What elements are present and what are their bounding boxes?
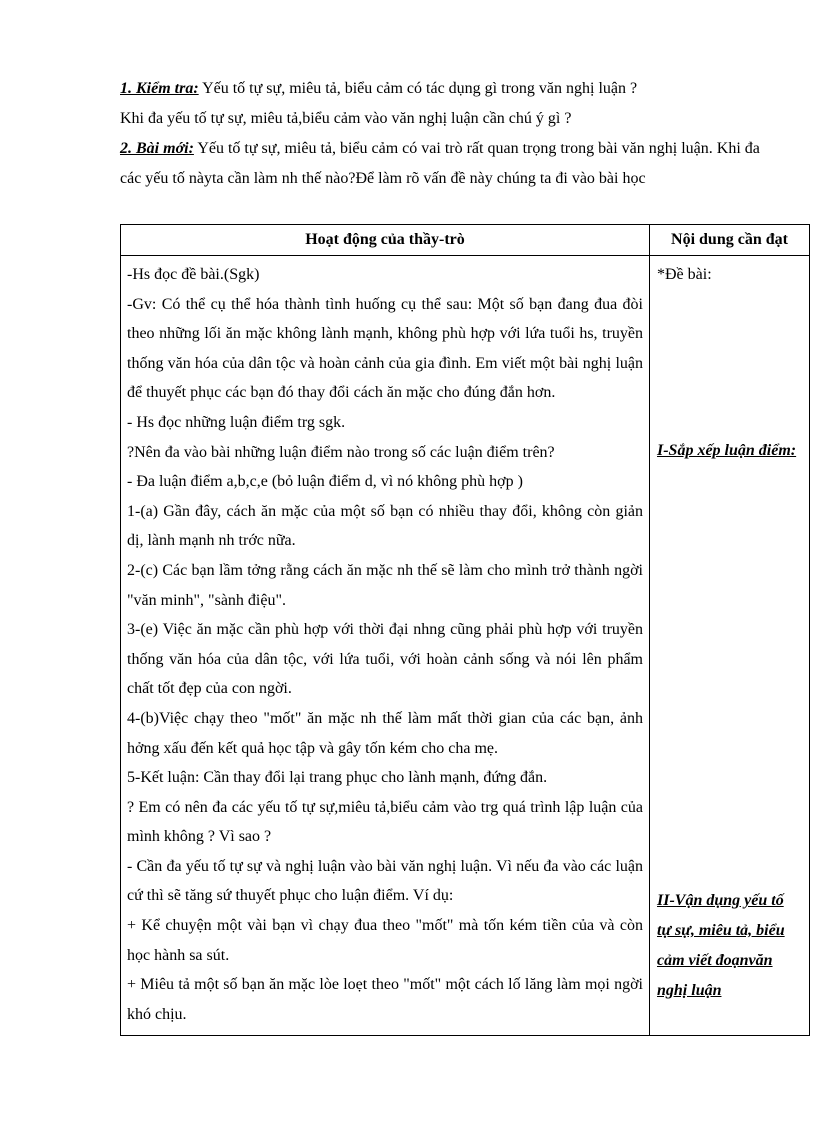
kiemtra-paragraph: [120, 74, 760, 104]
intro-section: [120, 74, 760, 194]
activity-line: -Hs đọc đề bài.(Sgk): [127, 266, 260, 283]
kiemtra-text: Yếu tố tự sự, miêu tả, biểu cảm có tác dụng gì trong văn nghị luận ?: [198, 80, 638, 97]
activity-line: - Cần đa yếu tố tự sự và nghị luận vào bài văn nghị luận. Vì nếu đa vào các luận cứ thì sẽ tăng sứ thuyết phục cho luận điểm. Ví dụ:: [127, 857, 643, 905]
activity-line: 3-(e) Việc ăn mặc cần phù hợp với thời đại nhng cũng phải phù hợp với truyền thống văn hóa của dân tộc, với lứa tuổi, với hoàn cảnh sống và nói lên phẩm chất tốt đẹp của con ngời.: [127, 621, 643, 698]
table-header-row: [121, 225, 810, 256]
header-content: Nội dung cần đạt: [650, 225, 810, 256]
section-heading-2: II-Vận dụng yếu tố tự sự, miêu tả, biểu cảm viết đoạnvăn nghị luận: [657, 892, 785, 999]
activities-cell: [121, 256, 650, 1036]
de-bai-label: *Đề bài:: [657, 266, 712, 283]
kiemtra-line2: Khi đa yếu tố tự sự, miêu tả,biểu cảm vào văn nghị luận cần chú ý gì ?: [120, 110, 572, 127]
header-activities: Hoạt động của thầy-trò: [121, 225, 650, 256]
activity-line: - Hs đọc những luận điểm trg sgk.: [127, 413, 346, 431]
activity-line: ? Em có nên đa các yếu tố tự sự,miêu tả,biểu cảm vào trg quá trình lập luận của mình không ? Vì sao ?: [127, 798, 643, 846]
kiemtra-label: 1. Kiểm tra:: [120, 80, 199, 97]
section-heading-1: I-Sắp xếp luận điểm:: [657, 442, 797, 459]
activity-line: + Miêu tả một số bạn ăn mặc lòe loẹt theo "mốt" một cách lố lăng làm mọi ngời khó chịu.: [127, 976, 643, 1023]
activity-line: 2-(c) Các bạn lầm tởng rằng cách ăn mặc nh thế sẽ làm cho mình trở thành ngời "văn minh", "sành điệu".: [127, 561, 643, 609]
content-cell: [650, 256, 810, 1036]
activity-line: -Gv: Có thể cụ thể hóa thành tình huống cụ thể sau: Một số bạn đang đua đòi theo những lối ăn mặc không lành mạnh, không phù hợp với lứa tuổi hs, truyền thống văn hóa của dân tộc và hoàn cảnh của gia đình. Em viết một bài nghị luận để thuyết phục các bạn đó thay đổi cách ăn mặc cho đúng đắn hơn.: [127, 295, 643, 402]
baimoi-text: Yếu tố tự sự, miêu tả, biểu cảm có vai trò rất quan trọng trong bài văn nghị luận. Khi đa các yếu tố nàyta cần làm nh thế nào?Để làm rõ vấn đề này chúng ta đi vào bài học: [120, 140, 760, 187]
lesson-table: [120, 224, 810, 1036]
activity-line: + Kể chuyện một vài bạn vì chạy đua theo "mốt" mà tốn kém tiền của và còn học hành sa sút.: [127, 917, 643, 964]
activity-line: ?Nên đa vào bài những luận điểm nào trong số các luận điểm trên?: [127, 443, 555, 461]
table-body-row: [121, 256, 810, 1036]
baimoi-paragraph: [120, 134, 760, 194]
activity-line: 5-Kết luận: Cần thay đổi lại trang phục cho lành mạnh, đứng đắn.: [127, 769, 548, 787]
activity-line: 1-(a) Gần đây, cách ăn mặc của một số bạn có nhiều thay đổi, không còn giản dị, lành mạnh nh trớc nữa.: [127, 502, 643, 550]
activity-line: - Đa luận điểm a,b,c,e (bỏ luận điểm d, vì nó không phù hợp ): [127, 473, 523, 491]
activity-line: 4-(b)Việc chạy theo "mốt" ăn mặc nh thế làm mất thời gian của các bạn, ảnh hởng xấu đến kết quả học tập và gây tốn kém cho cha mẹ.: [127, 709, 643, 757]
baimoi-label: 2. Bài mới:: [120, 140, 194, 157]
